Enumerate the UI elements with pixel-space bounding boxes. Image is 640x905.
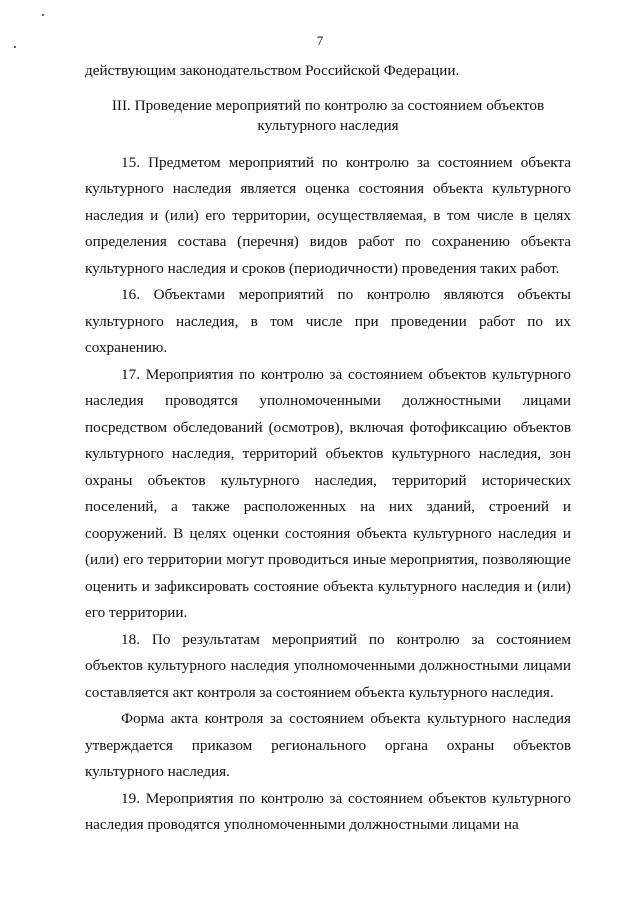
paragraph-18: 18. По результатам мероприятий по контролю за состоянием объектов культурного наследия уполномоченными должностными лицами составляется акт контроля за состоянием объекта культурного наследия. <box>85 630 571 701</box>
paragraph-19: 19. Мероприятия по контролю за состоянием объектов культурного наследия проводятся уполномоченными должностными лицами на <box>85 789 571 833</box>
paragraph-17: 17. Мероприятия по контролю за состоянием объектов культурного наследия проводятся уполномоченными должностными лицами посредством обследований (осмотров), включая фотофиксацию объектов культурного наследия, территорий объектов культурного наследия, зон охраны объектов культурного наследия, территорий исторических поселений, а также расположенных на них зданий, строений и сооружений. В целях оценки состояния объекта культурного наследия и (или) его территории могут проводиться иные мероприятия, позволяющие оценить и зафиксировать состояние объекта культурного наследия и (или) его территории. <box>85 365 571 621</box>
page-number: 7 <box>316 33 324 48</box>
scan-speck <box>42 14 44 16</box>
paragraph-16: 16. Объектами мероприятий по контролю являются объекты культурного наследия, в том числе при проведении работ по их сохранению. <box>85 286 571 356</box>
document-body <box>85 58 571 839</box>
lead-line: действующим законодательством Российской Федерации. <box>85 62 460 79</box>
section-heading: III. Проведение мероприятий по контролю за состоянием объектов культурного наследия <box>111 96 545 134</box>
paragraph-15: 15. Предметом мероприятий по контролю за состоянием объекта культурного наследия является оценка состояния объекта культурного наследия и (или) его территории, осуществляемая, в том числе в целях определения состава (перечня) видов работ по сохранению объекта культурного наследия и сроков (периодичности) проведения таких работ. <box>85 153 571 277</box>
paragraph-act-form: Форма акта контроля за состоянием объекта культурного наследия утверждается приказом регионального органа охраны объектов культурного наследия. <box>85 710 571 780</box>
